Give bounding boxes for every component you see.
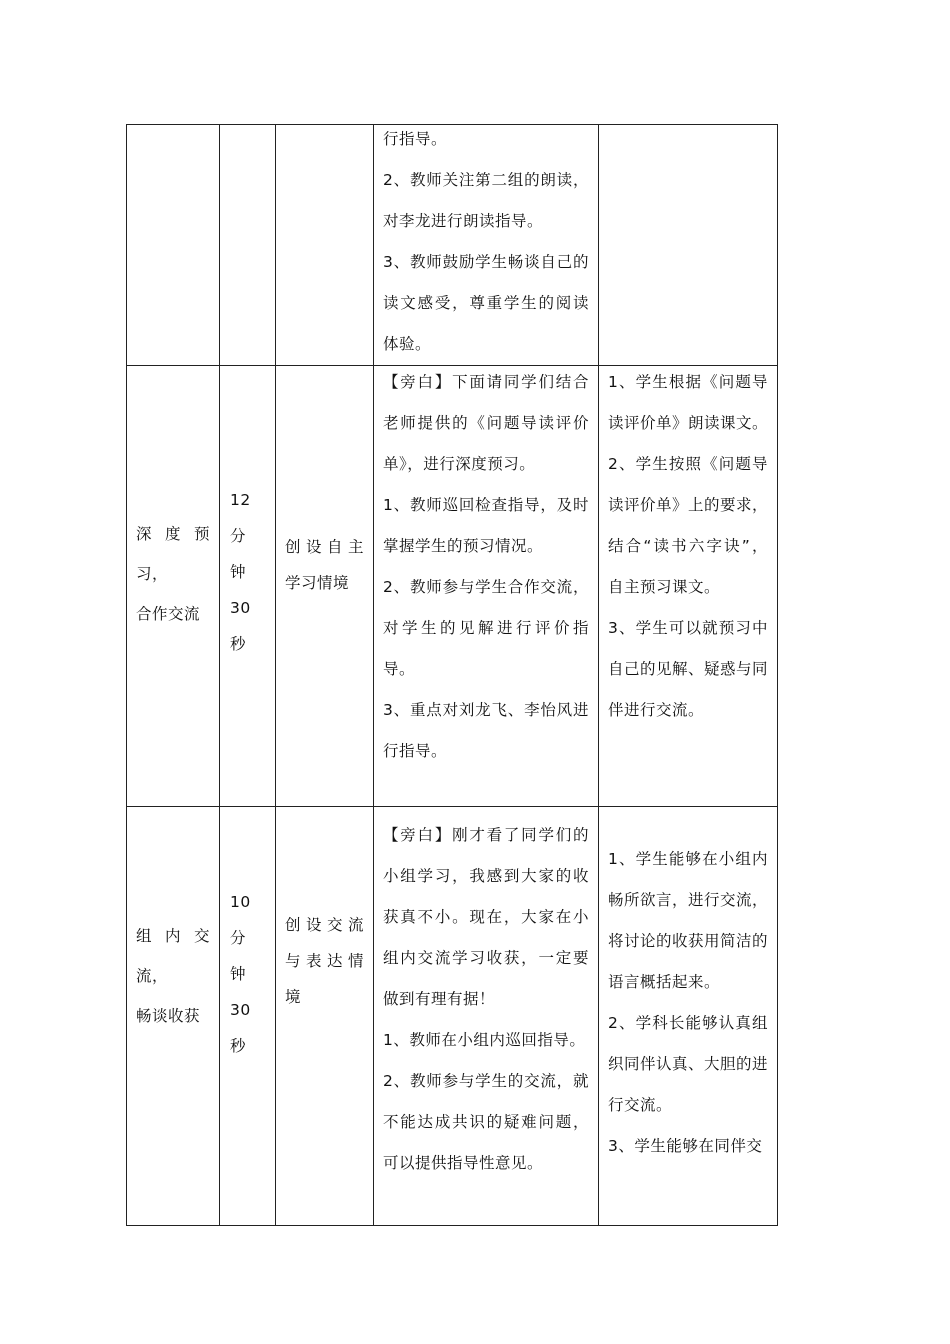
student-activity-cell: [599, 807, 778, 1226]
teacher-activity-cell: [374, 807, 599, 1226]
teacher-paragraph: 行指导。: [383, 130, 448, 148]
time-line: 钟: [230, 563, 247, 581]
student-activity-cell: [599, 125, 778, 366]
method-line: 学习情境: [285, 574, 350, 592]
time-line: 30: [230, 1001, 251, 1019]
method-cell: [276, 125, 374, 366]
time-line: 12: [230, 491, 251, 509]
method-cell: [276, 366, 374, 807]
time-line: 分: [230, 929, 247, 947]
teacher-activity-cell: [374, 125, 599, 366]
teacher-paragraph: 2、教师关注第二组的朗读，对李龙进行朗读指导。: [383, 171, 589, 230]
student-paragraph: 3、学生可以就预习中自己的见解、疑惑与同伴进行交流。: [608, 619, 769, 719]
stage-line: 习，: [136, 565, 169, 583]
time-cell: [220, 366, 276, 807]
student-paragraph: 1、学生能够在小组内畅所欲言，进行交流，将讨论的收获用简洁的语言概括起来。: [608, 850, 769, 991]
stage-line: 组 内 交: [136, 927, 210, 945]
time-line: 秒: [230, 1037, 247, 1055]
teacher-paragraph: 2、教师参与学生的交流，就不能达成共识的疑难问题，可以提供指导性意见。: [383, 1072, 589, 1172]
table-row: [127, 366, 778, 807]
stage-line: 深 度 预: [136, 525, 210, 543]
teacher-paragraph: 2、教师参与学生合作交流，对学生的见解进行评价指导。: [383, 578, 589, 678]
student-paragraph: 2、学科长能够认真组织同伴认真、大胆的进行交流。: [608, 1014, 769, 1114]
student-paragraph: 3、学生能够在同伴交: [608, 1137, 763, 1155]
table-row: [127, 125, 778, 366]
time-line: 秒: [230, 635, 247, 653]
time-line: 分: [230, 527, 247, 545]
method-line: 境: [285, 988, 302, 1006]
time-cell: [220, 807, 276, 1226]
teacher-paragraph: 【旁白】刚才看了同学们的小组学习，我感到大家的收获真不小。现在，大家在小组内交流学习收获，一定要做到有理有据！: [383, 826, 589, 1008]
method-line: 创设交流: [285, 916, 364, 934]
teacher-activity-cell: [374, 366, 599, 807]
stage-line: 畅谈收获: [136, 1007, 201, 1025]
teacher-paragraph: 【旁白】下面请同学们结合老师提供的《问题导读评价单》，进行深度预习。: [383, 373, 589, 473]
stage-cell: [127, 125, 220, 366]
time-cell: [220, 125, 276, 366]
stage-line: 合作交流: [136, 605, 201, 623]
student-activity-cell: [599, 366, 778, 807]
teacher-paragraph: 1、教师巡回检查指导，及时掌握学生的预习情况。: [383, 496, 589, 555]
student-paragraph: 2、学生按照《问题导读评价单》上的要求，结合“读书六字诀”，自主预习课文。: [608, 455, 769, 596]
time-line: 10: [230, 893, 251, 911]
time-line: 30: [230, 599, 251, 617]
teacher-paragraph: 3、教师鼓励学生畅谈自己的读文感受，尊重学生的阅读体验。: [383, 253, 589, 353]
lesson-plan-table: [126, 124, 778, 1226]
teacher-paragraph: 3、重点对刘龙飞、李怡风进行指导。: [383, 701, 589, 760]
stage-line: 流，: [136, 967, 169, 985]
teacher-paragraph: 1、教师在小组内巡回指导。: [383, 1031, 586, 1049]
stage-cell: [127, 807, 220, 1226]
stage-cell: [127, 366, 220, 807]
method-line: 创设自主: [285, 538, 364, 556]
table-row: [127, 807, 778, 1226]
time-line: 钟: [230, 965, 247, 983]
method-line: 与表达情: [285, 952, 364, 970]
student-paragraph: 1、学生根据《问题导读评价单》朗读课文。: [608, 373, 769, 432]
method-cell: [276, 807, 374, 1226]
